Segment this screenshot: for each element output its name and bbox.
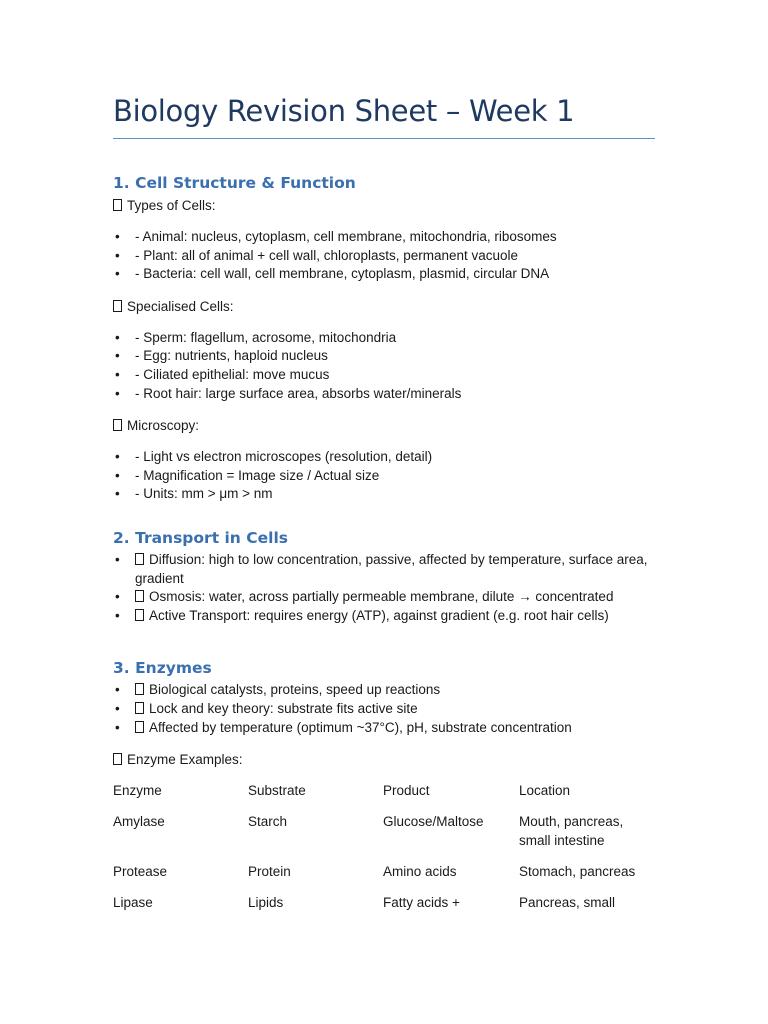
types-of-cells-list (113, 228, 655, 284)
bullet-icon: • (115, 551, 120, 567)
list-item: • - Animal: nucleus, cytoplasm, cell membrane, mitochondria, ribosomes (113, 228, 655, 247)
table-cell: Amino acids (383, 864, 457, 880)
list-item: • - Ciliated epithelial: move mucus (113, 366, 655, 385)
table-header-cell: Location (519, 783, 571, 799)
checkbox-glyph-icon (135, 683, 144, 695)
bullet-icon: • (115, 486, 120, 502)
document-page (113, 92, 655, 924)
table-cell: Stomach, pancreas (519, 864, 636, 880)
list-item: • Biological catalysts, proteins, speed up reactions (113, 681, 655, 700)
section-heading-transport: 2. Transport in Cells (113, 528, 288, 547)
checkbox-glyph-icon (113, 300, 122, 312)
list-item: • Diffusion: high to low concentration, passive, affected by temperature, surface area, gradient (115, 551, 648, 586)
table-cell: Fatty acids + (383, 895, 460, 911)
types-of-cells-label: Types of Cells: (113, 196, 655, 215)
bullet-icon: • (115, 682, 120, 698)
bullet-icon: • (115, 366, 120, 382)
table-cell: Lipids (248, 895, 284, 911)
table-cell: Lipase (113, 895, 153, 911)
bullet-icon: • (115, 229, 120, 244)
list-item: • - Light vs electron microscopes (resolution, detail) (113, 448, 655, 467)
checkbox-glyph-icon (135, 553, 144, 565)
checkbox-glyph-icon (135, 609, 144, 621)
checkbox-glyph-icon (113, 199, 122, 211)
section-heading-cell-structure: 1. Cell Structure & Function (113, 174, 356, 192)
specialised-cells-list (113, 329, 655, 403)
table-cell: Mouth, pancreas, small intestine (519, 814, 624, 849)
bullet-icon: • (115, 607, 120, 623)
bullet-icon: • (115, 449, 120, 465)
table-cell: Protein (248, 864, 291, 880)
enzyme-table (113, 781, 655, 924)
table-cell: Amylase (113, 814, 165, 830)
list-item: • - Sperm: flagellum, acrosome, mitochondria (113, 329, 655, 348)
bullet-icon: • (115, 266, 120, 282)
transport-list (113, 551, 655, 625)
bullet-icon: • (115, 589, 120, 605)
checkbox-glyph-icon (135, 590, 144, 602)
table-header-cell: Substrate (248, 783, 306, 799)
section-heading-enzymes: 3. Enzymes (113, 659, 212, 678)
checkbox-glyph-icon (135, 721, 144, 733)
bullet-icon: • (115, 348, 120, 364)
bullet-icon: • (115, 700, 120, 716)
table-cell: Pancreas, small (519, 895, 616, 911)
specialised-cells-label: Specialised Cells: (113, 297, 655, 316)
microscopy-list (113, 448, 655, 504)
bullet-icon: • (115, 385, 120, 401)
table-cell: Glucose/Maltose (383, 814, 484, 830)
list-item: • - Root hair: large surface area, absorbs water/minerals (113, 385, 655, 404)
table-cell: Protease (113, 864, 168, 880)
microscopy-label: Microscopy: (113, 416, 655, 435)
checkbox-glyph-icon (135, 702, 144, 714)
list-item: • - Magnification = Image size / Actual size (113, 467, 655, 486)
bullet-icon: • (115, 247, 120, 263)
bullet-icon: • (115, 467, 120, 483)
table-cell: Starch (248, 814, 288, 830)
list-item: • - Plant: all of animal + cell wall, chloroplasts, permanent vacuole (113, 247, 655, 266)
list-item: • Active Transport: requires energy (ATP), against gradient (e.g. root hair cells) (113, 607, 655, 626)
list-item: • - Egg: nutrients, haploid nucleus (113, 347, 655, 366)
list-item: • Osmosis: water, across partially permeable membrane, dilute → concentrated (113, 588, 655, 607)
bullet-icon: • (115, 329, 120, 345)
table-header-cell: Product (383, 783, 430, 799)
list-item: • Lock and key theory: substrate fits active site (113, 700, 655, 719)
table-header-cell: Enzyme (113, 783, 162, 799)
bullet-icon: • (115, 719, 120, 735)
list-item: • - Bacteria: cell wall, cell membrane, cytoplasm, plasmid, circular DNA (113, 265, 655, 284)
list-item: • Affected by temperature (optimum ~37°C), pH, substrate concentration (113, 719, 655, 738)
enzyme-examples-label: Enzyme Examples: (113, 750, 655, 769)
page-title: Biology Revision Sheet – Week 1 (113, 92, 655, 139)
checkbox-glyph-icon (113, 753, 122, 765)
checkbox-glyph-icon (113, 419, 122, 431)
list-item: • - Units: mm > μm > nm (113, 485, 655, 504)
enzymes-list (113, 681, 655, 737)
